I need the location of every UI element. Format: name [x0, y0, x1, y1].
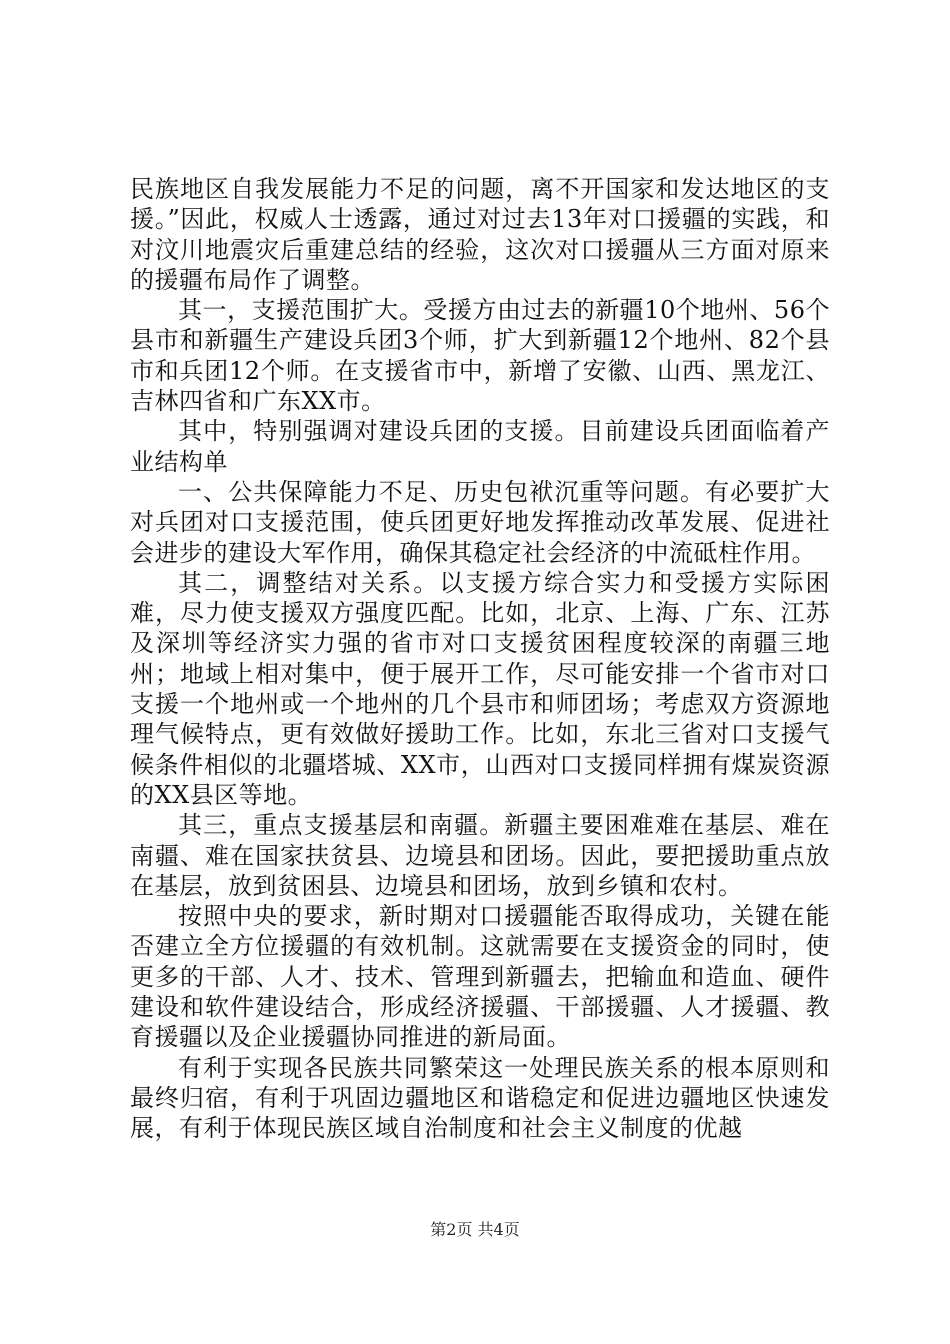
paragraph-3: 其中，特别强调对建设兵团的支援。目前建设兵团面临着产业结构单	[130, 417, 830, 476]
paragraph-2: 其一，支援范围扩大。受援方由过去的新疆10个地州、56个县市和新疆生产建设兵团3个师，扩大到新疆12个地州、82个县市和兵团12个师。在支援省市中，新增了安徽、山西、黑龙江、吉林四省和广东XX市。	[130, 296, 830, 416]
paragraph-1: 民族地区自我发展能力不足的问题，离不开国家和发达地区的支援。”因此，权威人士透露，通过对过去13年对口援疆的实践，和对汶川地震灾后重建总结的经验，这次对口援疆从三方面对原来的援疆布局作了调整。	[130, 175, 830, 294]
paragraph-6: 其三，重点支援基层和南疆。新疆主要困难难在基层、难在南疆、难在国家扶贫县、边境县和团场。因此，要把援助重点放在基层，放到贫困县、边境县和团场，放到乡镇和农村。	[130, 811, 830, 900]
document-body	[130, 174, 830, 1144]
page-number-footer: 第2页 共4页	[430, 1220, 520, 1239]
paragraph-4: 一、公共保障能力不足、历史包袱沉重等问题。有必要扩大对兵团对口支援范围，使兵团更好地发挥推动改革发展、促进社会进步的建设大军作用，确保其稳定社会经济的中流砥柱作用。	[130, 477, 830, 567]
paragraph-8: 有利于实现各民族共同繁荣这一处理民族关系的根本原则和最终归宿，有利于巩固边疆地区和谐稳定和促进边疆地区快速发展，有利于体现民族区域自治制度和社会主义制度的优越	[130, 1053, 830, 1143]
paragraph-7: 按照中央的要求，新时期对口援疆能否取得成功，关键在能否建立全方位援疆的有效机制。这就需要在支援资金的同时，使更多的干部、人才、技术、管理到新疆去，把输血和造血、硬件建设和软件建设结合，形成经济援疆、干部援疆、人才援疆、教育援疆以及企业援疆协同推进的新局面。	[130, 902, 830, 1052]
paragraph-5: 其二，调整结对关系。以支援方综合实力和受援方实际困难，尽力使支援双方强度匹配。比如，北京、上海、广东、江苏及深圳等经济实力强的省市对口支援贫困程度较深的南疆三地州；地域上相对集中，便于展开工作，尽可能安排一个省市对口支援一个地州或一个地州的几个县市和师团场；考虑双方资源地理气候特点，更有效做好援助工作。比如，东北三省对口支援气候条件相似的北疆塔城、XX市，山西对口支援同样拥有煤炭资源的XX县区等地。	[130, 568, 830, 809]
